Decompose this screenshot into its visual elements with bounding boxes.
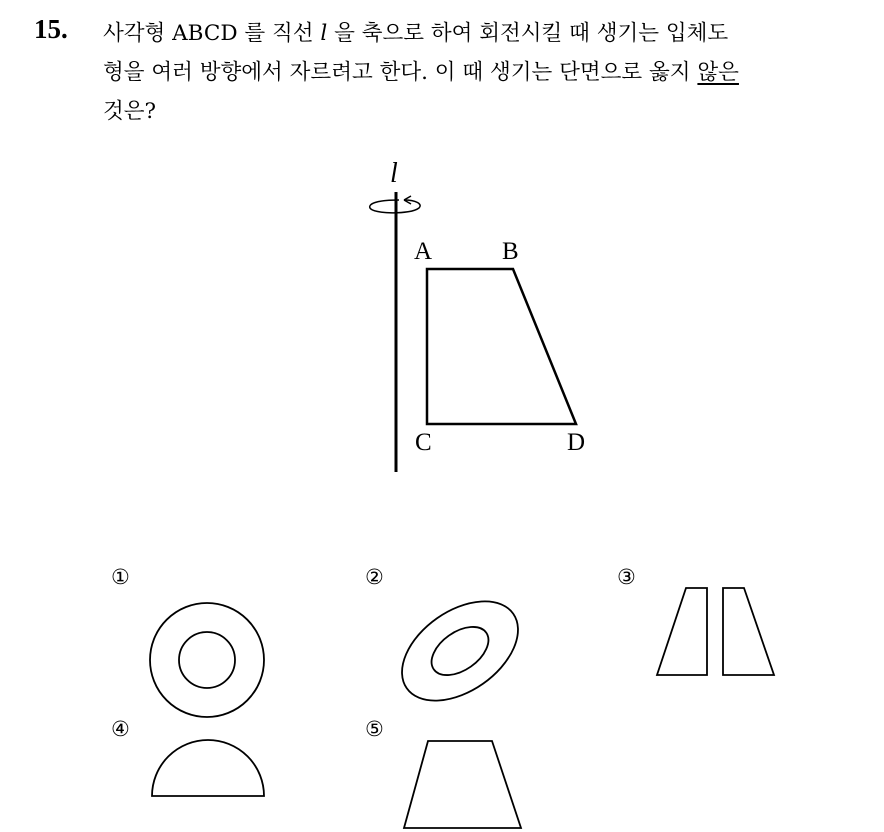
- question-line-1-start: 사각형 ABCD 를 직선: [103, 21, 321, 46]
- question-line-3: 것은?: [103, 99, 157, 124]
- question-line-1-end: 을 축으로 하여 회전시킬 때 생기는 입체도: [327, 21, 729, 46]
- option-3-left-trapezoid: [657, 588, 707, 675]
- option-1-number: ①: [111, 565, 130, 589]
- option-3-right-trapezoid: [723, 588, 774, 675]
- vertex-label-a: A: [414, 238, 433, 265]
- underlined-word: 않은: [697, 60, 739, 85]
- option-4-semicircle: [152, 740, 264, 796]
- vertex-label-b: B: [502, 238, 519, 265]
- option-4-number: ④: [111, 717, 130, 741]
- option-5-trapezoid: [404, 741, 521, 828]
- option-2-number: ②: [365, 565, 384, 589]
- option-1-outer-circle: [150, 603, 264, 717]
- axis-label: l: [390, 158, 398, 189]
- vertex-label-c: C: [415, 429, 432, 456]
- option-1-inner-circle: [179, 632, 235, 688]
- option-3-number: ③: [617, 565, 636, 589]
- quadrilateral-abcd: [427, 269, 576, 424]
- option-2-inner-ellipse: [423, 617, 497, 685]
- vertex-label-d: D: [567, 429, 586, 456]
- question-number: 15.: [34, 14, 68, 44]
- option-2-ellipses: [384, 581, 536, 721]
- axis-variable: l: [320, 21, 328, 46]
- question-line-2-start: 형을 여러 방향에서 자르려고 한다. 이 때 생기는 단면으로 옳지: [103, 60, 698, 85]
- option-2-outer-ellipse: [384, 581, 536, 721]
- option-5-number: ⑤: [365, 717, 384, 741]
